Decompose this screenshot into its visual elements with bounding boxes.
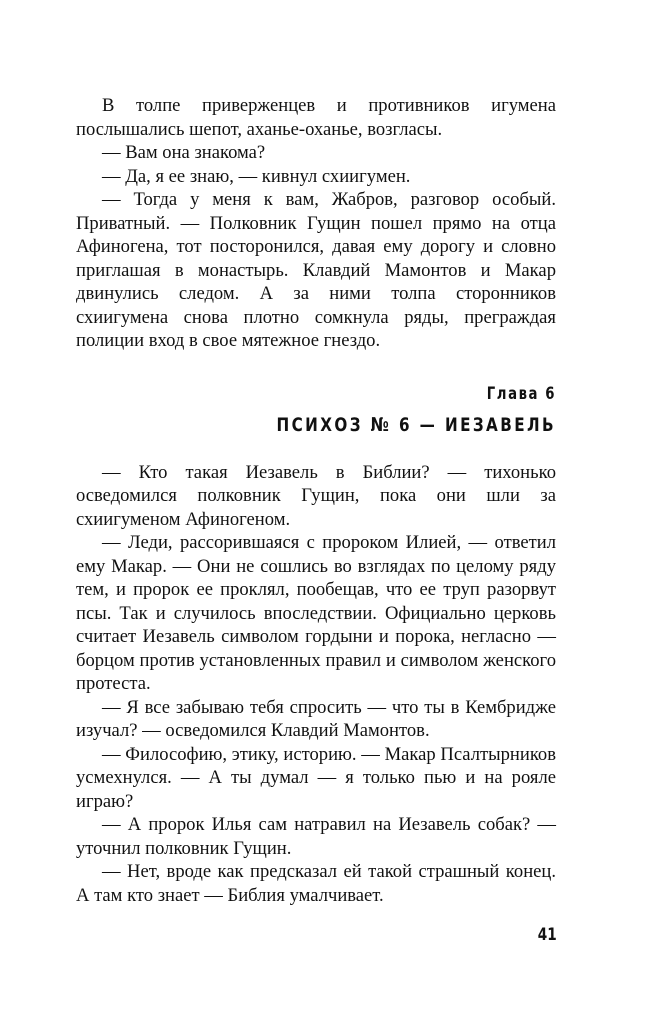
paragraph: — Кто такая Иезавель в Библии? — тихонько осведомился полковник Гущин, пока они шли за схиигуменом Афиногеном. [76, 461, 556, 530]
paragraph: В толпе приверженцев и противников игумена послышались шепот, аханье-оханье, возгласы. [76, 95, 556, 140]
chapter-title: ПСИХОЗ № 6 — ИЕЗАВЕЛЬ [276, 413, 556, 436]
paragraph: — Леди, рассорившаяся с пророком Илией, — ответил ему Макар. — Они не сошлись во взглядах по целому ряду тем, и пророк ее проклял, пообещав, что ее труп разорвут псы. Так и случилось впоследствии. Официально церковь считает Иезавель символом гордыни и порока, негласно — борцом против установленных правил и символом женского протеста. [76, 532, 556, 694]
chapter-heading [76, 379, 556, 441]
book-page-text [76, 94, 556, 907]
paragraph: — Я все забываю тебя спросить — что ты в Кембридже изучал? — осведомился Клавдий Мамонтов. [76, 696, 556, 741]
page-number: 41 [538, 925, 557, 945]
chapter-label: Глава 6 [486, 383, 556, 404]
paragraph: — Да, я ее знаю, — кивнул схиигумен. [102, 165, 411, 187]
paragraph: — Философию, этику, историю. — Макар Псалтырников усмехнулся. — А ты думал — я только пью и на рояле играю? [76, 743, 556, 812]
paragraph: — Тогда у меня к вам, Жабров, разговор особый. Приватный. — Полковник Гущин пошел прямо на отца Афиногена, тот посторонился, давая ему дорогу и словно приглашая в монастырь. Клавдий Мамонтов и Макар двинулись следом. А за ними толпа сторонников схиигумена снова плотно сомкнула ряды, преграждая полиции вход в свое мятежное гнездо. [76, 189, 556, 351]
paragraph: — Вам она знакома? [102, 142, 266, 163]
paragraph: — Нет, вроде как предсказал ей такой страшный конец. А там кто знает — Библия умалчивает. [76, 861, 556, 906]
paragraph: — А пророк Илья сам натравил на Иезавель собак? — уточнил полковник Гущин. [76, 814, 556, 859]
